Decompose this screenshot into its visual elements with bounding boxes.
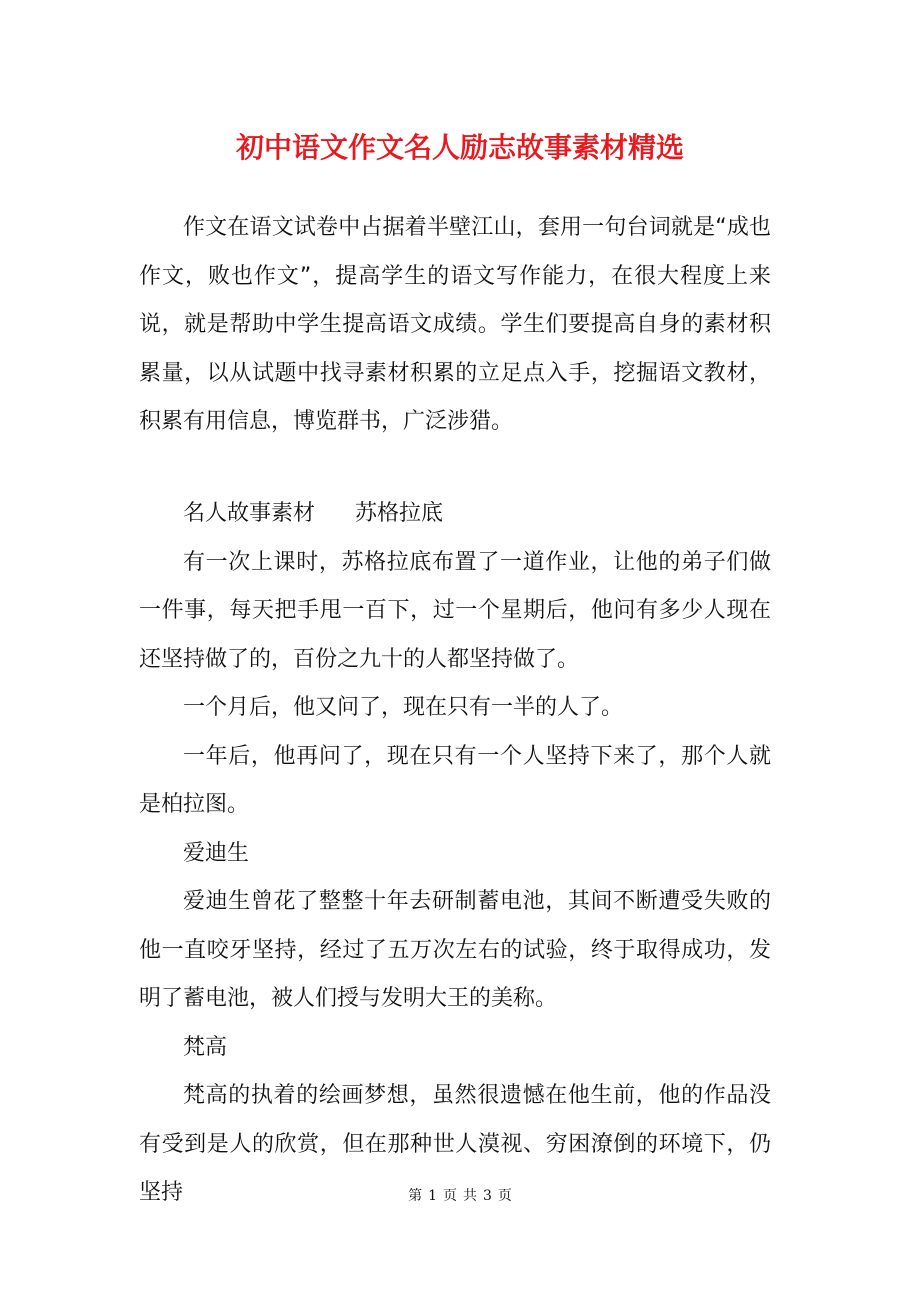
footer-total-prefix: 共 — [463, 1188, 477, 1204]
footer-prefix: 第 — [408, 1188, 423, 1204]
intro-section — [139, 204, 771, 447]
story-paragraph: 一个月后，他又问了，现在只有一半的人了。 — [183, 695, 624, 720]
story-paragraph: 爱迪生曾花了整整十年去研制蓄电池，其间不断遭受失败的他一直咬牙坚持，经过了五万次左右的试验，终于取得成功，发明了蓄电池，被人们授与发明大王的美称。 — [139, 889, 771, 1011]
section-heading — [139, 490, 771, 539]
story-paragraph: 有一次上课时，苏格拉底布置了一道作业，让他的弟子们做一件事，每天把手甩一百下，过一个星期后，他问有多少人现在还坚持做了的，百份之九十的人都坚持做了。 — [139, 549, 771, 672]
person-heading: 梵高 — [183, 1034, 228, 1060]
story-paragraph: 梵高的执着的绘画梦想，虽然很遗憾在他生前，他的作品没有受到是人的欣赏，但在那种世人漠视、穷困潦倒的环境下，仍坚持 — [139, 1083, 771, 1205]
page-footer — [0, 1184, 920, 1208]
story-section — [139, 490, 771, 1218]
section-heading-person: 苏格拉底 — [355, 501, 444, 526]
story-paragraph: 一年后，他再问了，现在只有一个人坚持下来了，那个人就是柏拉图。 — [139, 743, 771, 817]
document-title: 初中语文作文名人励志故事素材精选 — [235, 131, 684, 164]
footer-total-pages: 3 — [483, 1188, 492, 1204]
section-heading-label: 名人故事素材 — [183, 501, 316, 526]
footer-page-unit: 页 — [443, 1188, 457, 1204]
footer-page-number: 1 — [428, 1188, 437, 1204]
intro-paragraph: 作文在语文试卷中占据着半壁江山，套用一句台词就是“成也作文，败也作文”，提高学生的语文写作能力，在很大程度上来说，就是帮助中学生提高语文成绩。学生们要提高自身的素材积累量，以从试题中找寻素材积累的立足点入手，挖掘语文教材，积累有用信息，博览群书，广泛涉猎。 — [139, 215, 771, 434]
footer-total-unit: 页 — [497, 1188, 512, 1204]
person-heading: 爱迪生 — [183, 840, 250, 866]
